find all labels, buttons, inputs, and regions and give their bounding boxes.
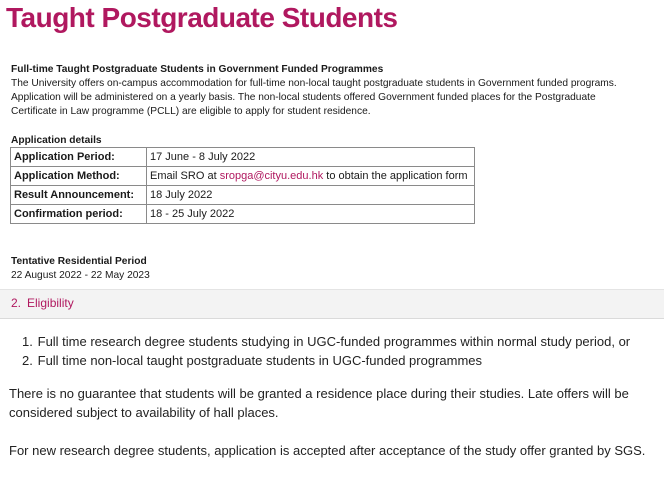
- accordion-title: Eligibility: [27, 296, 74, 310]
- table-row: [11, 148, 475, 167]
- table-row: [11, 186, 475, 205]
- page-title: Taught Postgraduate Students: [6, 2, 398, 33]
- row-label: Application Period:: [11, 148, 147, 167]
- research-paragraph: For new research degree students, application is accepted after acceptance of the study offer granted by SGS.: [9, 443, 646, 458]
- row-value: 17 June - 8 July 2022: [147, 148, 475, 167]
- full-time-line-2: Application will be administered on a yearly basis. The non-local students offered Government funded places for the Postgraduate: [11, 92, 596, 103]
- eligibility-accordion-header[interactable]: [0, 289, 664, 319]
- list-item: [22, 332, 662, 351]
- email-link[interactable]: sropga@cityu.edu.hk: [219, 170, 324, 182]
- full-time-line-1: The University offers on-campus accommodation for full-time non-local taught postgraduate students in Government funded programs.: [11, 78, 617, 89]
- row-value: [147, 167, 475, 186]
- full-time-section: [11, 63, 659, 119]
- row-label: Application Method:: [11, 167, 147, 186]
- eligibility-list: [22, 332, 662, 370]
- table-row: [11, 167, 475, 186]
- list-item: [22, 351, 662, 370]
- application-details-heading: Application details: [11, 135, 102, 146]
- row-label: Confirmation period:: [11, 205, 147, 224]
- list-text: Full time research degree students studying in UGC-funded programmes within normal study period, or: [37, 334, 631, 349]
- row-value: 18 July 2022: [147, 186, 475, 205]
- full-time-heading: Full-time Taught Postgraduate Students in Government Funded Programmes: [11, 64, 384, 75]
- method-prefix: Email SRO at: [150, 170, 220, 182]
- row-label: Result Announcement:: [11, 186, 147, 205]
- list-number: 1.: [22, 334, 33, 349]
- method-suffix: to obtain the application form: [323, 170, 468, 182]
- table-row: [11, 205, 475, 224]
- full-time-line-3: Certificate in Law programme (PCLL) are eligible to apply for student residence.: [11, 106, 371, 117]
- application-details-table: [10, 147, 475, 224]
- guarantee-paragraph: There is no guarantee that students will be granted a residence place during their studies. Late offers will be considered subject to availability of hall places.: [9, 386, 629, 420]
- tentative-heading: Tentative Residential Period: [11, 256, 147, 267]
- tentative-section: [11, 255, 659, 283]
- list-number: 2.: [22, 353, 33, 368]
- list-text: Full time non-local taught postgraduate students in UGC-funded programmes: [37, 353, 483, 368]
- row-value: 18 - 25 July 2022: [147, 205, 475, 224]
- tentative-value: 22 August 2022 - 22 May 2023: [11, 270, 150, 281]
- accordion-number: 2.: [11, 296, 22, 310]
